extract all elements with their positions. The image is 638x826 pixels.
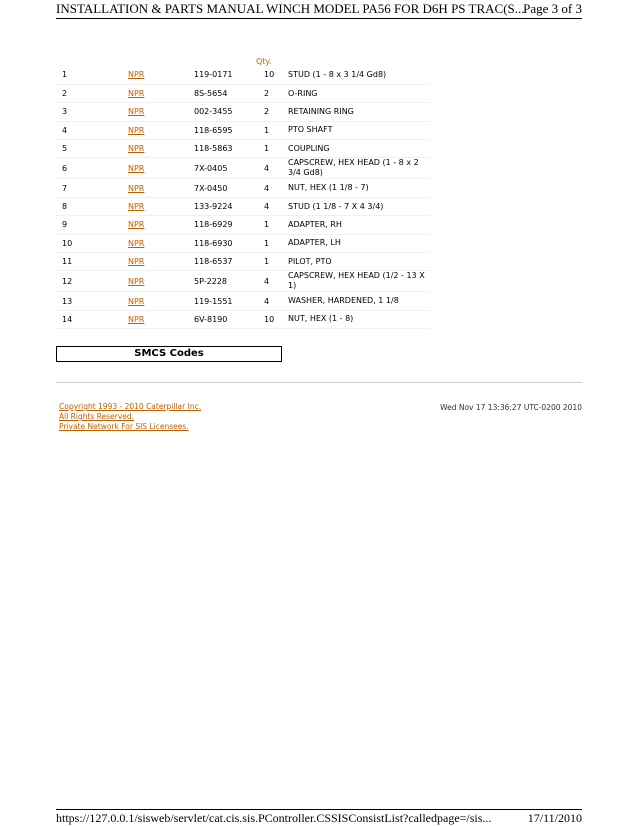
part-description: CAPSCREW, HEX HEAD (1 - 8 x 2 3/4 Gd8) [288, 158, 419, 178]
part-description: NUT, HEX (1 1/8 - 7) [288, 183, 369, 193]
quantity: 4 [264, 183, 270, 193]
header-divider [56, 18, 582, 19]
part-number: 119-0171 [194, 70, 233, 80]
npr-link[interactable]: NPR [128, 238, 145, 248]
item-number: 3 [62, 107, 68, 117]
item-number: 9 [62, 220, 68, 230]
table-row [56, 197, 430, 215]
part-number: 002-3455 [194, 107, 233, 117]
part-description: STUD (1 - 8 x 3 1/4 Gd8) [288, 69, 387, 79]
item-number: 14 [62, 314, 73, 324]
quantity: 2 [264, 89, 270, 99]
item-number: 13 [62, 296, 73, 306]
item-number: 6 [62, 163, 68, 173]
table-row [56, 292, 430, 310]
quantity: 1 [264, 125, 270, 135]
npr-link[interactable]: NPR [128, 296, 145, 306]
part-number: 118-6595 [194, 125, 233, 135]
part-number: 118-6537 [194, 257, 233, 267]
part-number: 7X-0450 [194, 183, 228, 193]
part-number: 5P-2228 [194, 276, 227, 286]
page-url: https://127.0.0.1/sisweb/servlet/cat.cis.sis.PController.CSSISConsistList?calledpage=/sis... [56, 811, 492, 825]
part-number: 6V-8190 [194, 314, 228, 324]
table-row [56, 140, 430, 158]
table-row [56, 253, 430, 271]
quantity: 4 [264, 296, 270, 306]
quantity: 10 [264, 70, 275, 80]
npr-link[interactable]: NPR [128, 202, 145, 212]
part-description: PILOT, PTO [288, 256, 332, 266]
generated-timestamp: Wed Nov 17 13:36:27 UTC-0200 2010 [440, 403, 582, 412]
item-number: 5 [62, 144, 68, 154]
npr-link[interactable]: NPR [128, 89, 145, 99]
quantity: 1 [264, 257, 270, 267]
table-row [56, 234, 430, 252]
table-row [56, 216, 430, 234]
copyright-block [59, 402, 201, 432]
item-number: 12 [62, 276, 73, 286]
quantity: 1 [264, 144, 270, 154]
section-divider [56, 382, 582, 383]
item-number: 4 [62, 125, 68, 135]
document-title: INSTALLATION & PARTS MANUAL WINCH MODEL PA56 FOR D6H PS TRAC(S... [56, 1, 525, 16]
quantity: 10 [264, 314, 275, 324]
table-row [56, 66, 430, 84]
item-number: 7 [62, 183, 68, 193]
part-description: RETAINING RING [288, 106, 354, 116]
table-row [56, 271, 430, 292]
part-number: 118-6930 [194, 238, 233, 248]
npr-link[interactable]: NPR [128, 107, 145, 117]
part-number: 119-1551 [194, 296, 233, 306]
print-footer [56, 810, 582, 826]
rights-reserved-link[interactable]: All Rights Reserved. [59, 412, 135, 421]
npr-link[interactable]: NPR [128, 183, 145, 193]
part-description: ADAPTER, LH [288, 238, 341, 248]
smcs-codes-header: SMCS Codes [56, 346, 282, 362]
part-description: STUD (1 1/8 - 7 X 4 3/4) [288, 201, 384, 211]
part-description: PTO SHAFT [288, 125, 333, 135]
part-description: COUPLING [288, 143, 330, 153]
npr-link[interactable]: NPR [128, 70, 145, 80]
qty-column-header: Qty. [256, 57, 272, 66]
quantity: 2 [264, 107, 270, 117]
part-description: ADAPTER, RH [288, 219, 342, 229]
page-number: Page 3 of 3 [523, 1, 582, 16]
table-row [56, 310, 430, 328]
part-number: 118-5863 [194, 144, 233, 154]
quantity: 1 [264, 238, 270, 248]
quantity: 4 [264, 163, 270, 173]
table-row [56, 158, 430, 179]
part-description: WASHER, HARDENED, 1 1/8 [288, 296, 399, 306]
private-network-link[interactable]: Private Network For SIS Licensees. [59, 422, 189, 431]
npr-link[interactable]: NPR [128, 314, 145, 324]
item-number: 10 [62, 238, 73, 248]
quantity: 4 [264, 276, 270, 286]
npr-link[interactable]: NPR [128, 144, 145, 154]
part-number: 133-9224 [194, 202, 233, 212]
part-number: 118-6929 [194, 220, 233, 230]
part-description: O-RING [288, 88, 318, 98]
print-header [56, 0, 582, 18]
parts-table [56, 66, 430, 329]
quantity: 1 [264, 220, 270, 230]
part-description: NUT, HEX (1 - 8) [288, 314, 354, 324]
npr-link[interactable]: NPR [128, 163, 145, 173]
parts-table-body [56, 66, 430, 329]
quantity: 4 [264, 202, 270, 212]
table-row [56, 179, 430, 197]
item-number: 8 [62, 202, 68, 212]
part-number: 8S-5654 [194, 89, 228, 99]
item-number: 11 [62, 257, 73, 267]
item-number: 2 [62, 89, 68, 99]
npr-link[interactable]: NPR [128, 257, 145, 267]
print-date: 17/11/2010 [527, 811, 582, 825]
npr-link[interactable]: NPR [128, 220, 145, 230]
item-number: 1 [62, 70, 68, 80]
table-row [56, 84, 430, 102]
npr-link[interactable]: NPR [128, 125, 145, 135]
part-number: 7X-0405 [194, 163, 228, 173]
copyright-link[interactable]: Copyright 1993 - 2010 Caterpillar Inc. [59, 402, 202, 411]
part-description: CAPSCREW, HEX HEAD (1/2 - 13 X 1) [288, 271, 425, 291]
npr-link[interactable]: NPR [128, 276, 145, 286]
table-row [56, 103, 430, 121]
table-row [56, 121, 430, 139]
